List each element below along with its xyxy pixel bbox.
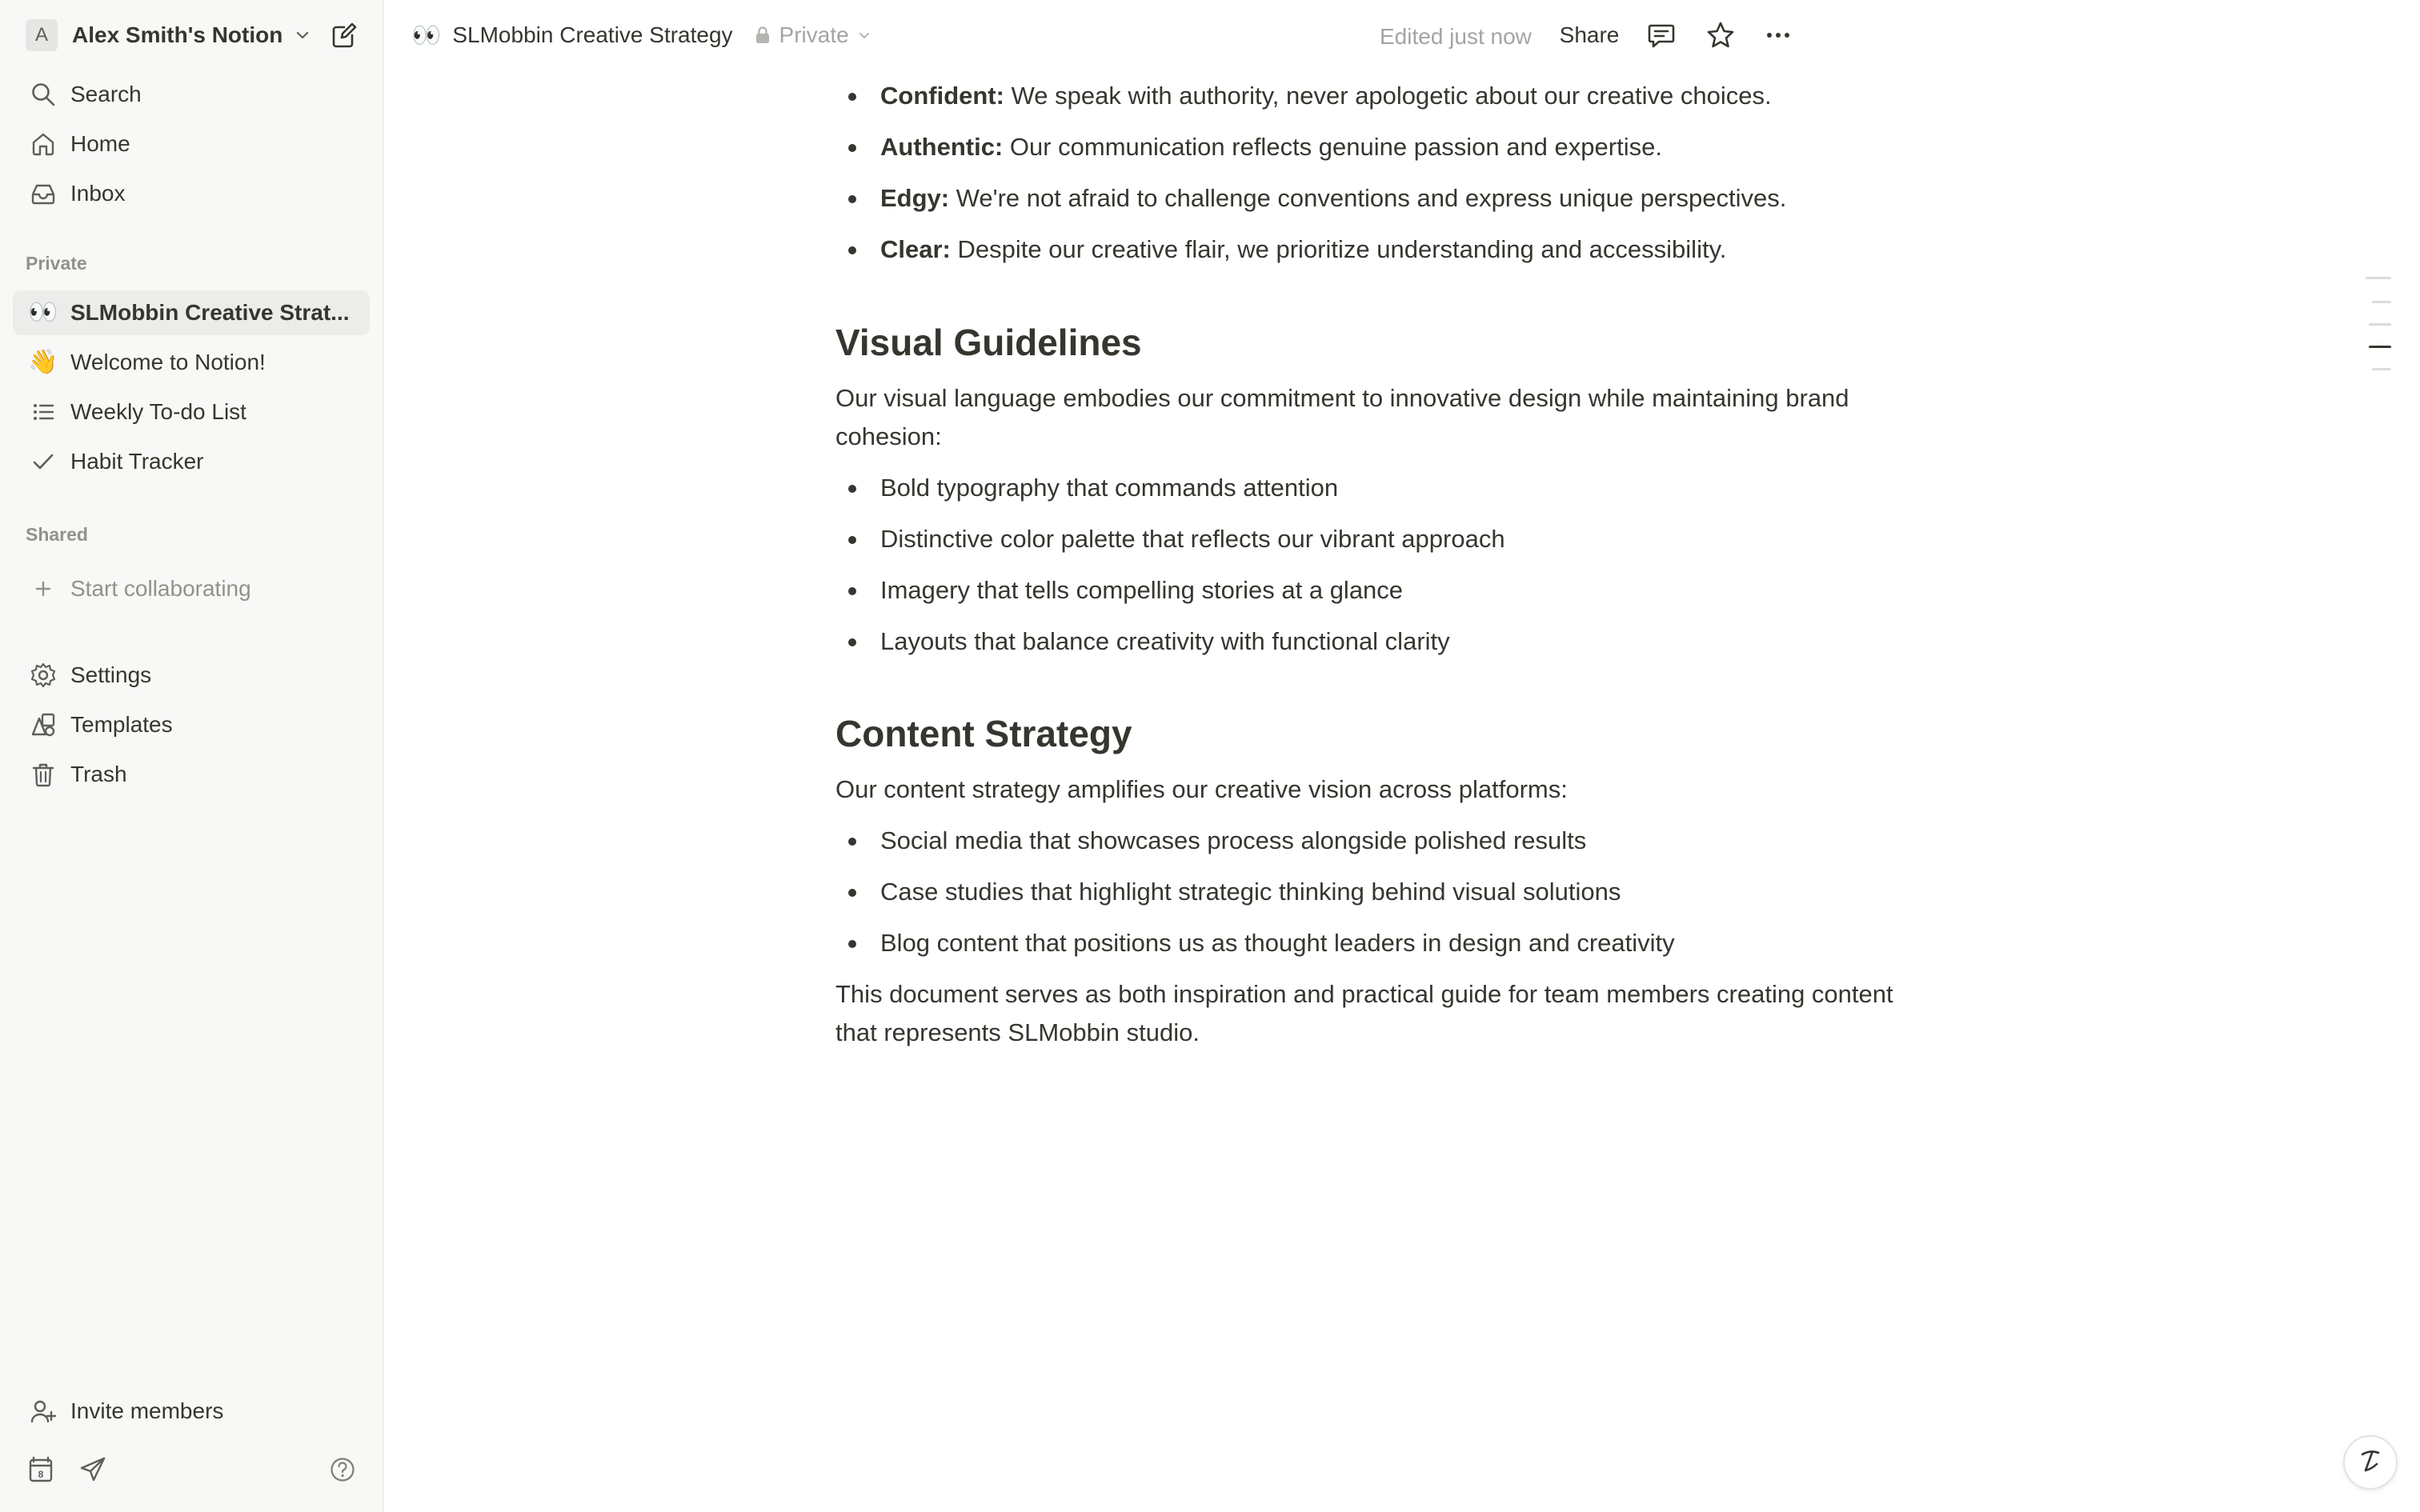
list-icon (27, 396, 59, 428)
share-button[interactable]: Share (1559, 22, 1620, 47)
visual-intro-line[interactable]: cohesion: (835, 422, 942, 450)
sidebar (0, 0, 384, 1512)
privacy-menu[interactable] (754, 22, 871, 48)
bullet-dot (848, 246, 856, 254)
lock-icon (754, 26, 771, 45)
sidebar-item-label: Trash (70, 762, 127, 786)
sidebar-item-templates[interactable] (13, 702, 370, 747)
inbox-icon (27, 178, 59, 210)
bullet-term: Clear: (880, 235, 951, 263)
page-title-breadcrumb[interactable]: SLMobbin Creative Strategy (452, 22, 733, 47)
bullet-text: Case studies that highlight strategic thinking behind visual solutions (880, 878, 1621, 906)
sidebar-item-slmobbin-creative-strategy[interactable] (13, 290, 370, 335)
workspace-switcher[interactable] (13, 16, 370, 54)
topbar (386, 0, 2420, 70)
breadcrumb[interactable] (411, 16, 871, 54)
add-person-icon (27, 1395, 59, 1427)
bullet-text (880, 128, 1662, 166)
sidebar-item-trash[interactable] (13, 752, 370, 797)
search-icon (27, 78, 59, 110)
workspace-name: Alex Smith's Notion (72, 22, 283, 47)
bullet-body: Our communication reflects genuine passion and expertise. (1003, 133, 1662, 161)
sidebar-item-label: Start collaborating (70, 576, 251, 601)
strategy-intro[interactable]: Our content strategy amplifies our creative vision across platforms: (835, 775, 1568, 803)
bullet-dot (848, 144, 856, 152)
send-icon[interactable] (75, 1452, 110, 1487)
sidebar-item-label: Search (70, 82, 142, 106)
bullet-dot (848, 195, 856, 203)
bullet-dot (848, 93, 856, 101)
sidebar-item-label: Inbox (70, 181, 126, 206)
sidebar-item-label: Templates (70, 712, 173, 737)
calendar-icon[interactable] (24, 1452, 59, 1487)
closing-paragraph-line[interactable]: This document serves as both inspiration and practical guide for team members creating content (835, 980, 1893, 1008)
edited-status: Edited just now (1380, 24, 1532, 49)
workspace-avatar: A (26, 19, 58, 51)
bullet-text: Imagery that tells compelling stories at a glance (880, 576, 1404, 604)
sidebar-item-label: Invite members (70, 1398, 224, 1423)
bullet-text (880, 179, 1786, 218)
check-icon (27, 446, 59, 478)
bullet-text: Blog content that positions us as thought leaders in design and creativity (880, 929, 1675, 957)
sidebar-footer (0, 1452, 384, 1492)
help-icon[interactable] (325, 1452, 360, 1487)
chevron-down-icon (294, 26, 311, 44)
sidebar-item-welcome-to-notion[interactable] (13, 340, 370, 385)
bullet-dot (848, 485, 856, 493)
bullet-dot (848, 587, 856, 595)
more-options-icon[interactable] (1756, 16, 1801, 54)
bullet-body: We speak with authority, never apologetic about our creative choices. (1004, 82, 1772, 110)
visual-intro-line[interactable]: Our visual language embodies our commitment to innovative design while maintaining brand (835, 384, 1849, 412)
toc-marker[interactable] (2372, 301, 2391, 303)
bullet-dot (848, 838, 856, 846)
eyes-emoji-icon: 👀 (28, 299, 58, 326)
notion-ai-button[interactable] (2343, 1435, 2398, 1490)
bullet-text (880, 230, 1726, 269)
trash-icon (27, 758, 59, 790)
bullet-body: Despite our creative flair, we prioritize understanding and accessibility. (950, 235, 1727, 263)
comments-icon[interactable] (1639, 16, 1684, 54)
svg-text:8: 8 (38, 1469, 44, 1480)
bullet-text (880, 77, 1772, 115)
bullet-term: Confident: (880, 82, 1004, 110)
bullet-term: Edgy: (880, 184, 950, 212)
sidebar-item-inbox[interactable] (13, 171, 370, 216)
gear-icon (27, 659, 59, 691)
sidebar-item-weekly-todo-list[interactable] (13, 390, 370, 434)
toc-marker[interactable] (2369, 323, 2391, 326)
sidebar-item-home[interactable] (13, 122, 370, 166)
bullet-dot (848, 889, 856, 897)
bullet-dot (848, 536, 856, 544)
plus-icon (27, 573, 59, 605)
sidebar-item-label: Weekly To-do List (70, 399, 246, 424)
sidebar-item-label: Home (70, 131, 130, 156)
sidebar-item-habit-tracker[interactable] (13, 439, 370, 484)
sidebar-item-settings[interactable] (13, 653, 370, 698)
sidebar-item-label: SLMobbin Creative Strat... (70, 300, 350, 325)
bullet-term: Authentic: (880, 133, 1004, 161)
toc-marker[interactable] (2366, 277, 2391, 279)
sidebar-item-label: Habit Tracker (70, 449, 204, 474)
start-collaborating-button[interactable] (13, 566, 370, 611)
sidebar-item-label: Settings (70, 662, 152, 687)
toc-marker-active[interactable] (2369, 346, 2391, 348)
chevron-down-icon (857, 28, 871, 42)
private-section-label[interactable]: Private (26, 253, 87, 274)
bullet-text: Layouts that balance creativity with functional clarity (880, 627, 1450, 655)
toc-marker[interactable] (2372, 368, 2391, 370)
favorite-star-icon[interactable] (1698, 16, 1743, 54)
templates-icon (27, 709, 59, 741)
sidebar-item-label: Welcome to Notion! (70, 350, 266, 374)
eyes-emoji-icon: 👀 (411, 22, 442, 49)
bullet-dot (848, 940, 856, 948)
bullet-text: Distinctive color palette that reflects our vibrant approach (880, 525, 1505, 553)
visual-guidelines-heading[interactable]: Visual Guidelines (835, 322, 1142, 363)
ai-face-icon (2354, 1445, 2386, 1481)
closing-paragraph-line[interactable]: that represents SLMobbin studio. (835, 1018, 1200, 1046)
content-strategy-heading[interactable]: Content Strategy (835, 713, 1132, 754)
sidebar-item-search[interactable] (13, 72, 370, 117)
bullet-dot (848, 638, 856, 646)
new-page-icon[interactable] (328, 19, 360, 51)
topbar-actions (1380, 16, 2420, 54)
bullet-text: Social media that showcases process alongside polished results (880, 826, 1587, 854)
shared-section-label[interactable]: Shared (26, 524, 88, 545)
home-icon (27, 128, 59, 160)
privacy-label: Private (779, 22, 849, 47)
waving-hand-emoji-icon: 👋 (28, 349, 58, 375)
bullet-body: We're not afraid to challenge conventions and express unique perspectives. (949, 184, 1787, 212)
bullet-text: Bold typography that commands attention (880, 474, 1339, 502)
invite-members-button[interactable] (13, 1389, 370, 1434)
